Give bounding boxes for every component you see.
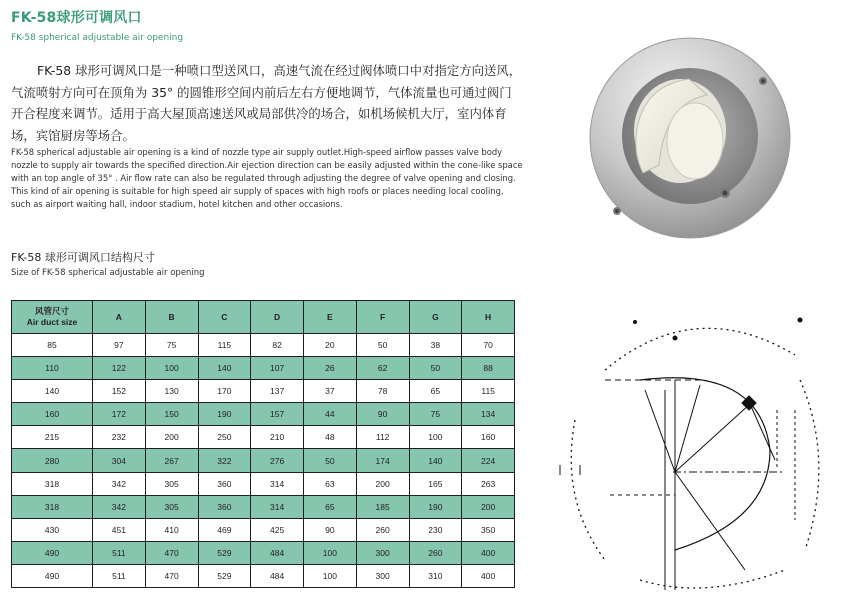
dimension-cell: 267 bbox=[145, 449, 198, 472]
dimension-cell: 70 bbox=[462, 334, 515, 357]
dimension-cell: 174 bbox=[356, 449, 409, 472]
dimension-cell: 451 bbox=[93, 518, 146, 541]
dimension-cell: 400 bbox=[462, 541, 515, 564]
duct-size-cell: 318 bbox=[12, 472, 93, 495]
dimension-cell: 100 bbox=[304, 564, 357, 587]
dimension-cell: 112 bbox=[356, 426, 409, 449]
dimension-cell: 310 bbox=[409, 564, 462, 587]
dimension-cell: 172 bbox=[93, 403, 146, 426]
dimension-cell: 38 bbox=[409, 334, 462, 357]
dimension-cell: 130 bbox=[145, 380, 198, 403]
table-title: FK-58 球形可调风口结构尺寸 bbox=[11, 251, 155, 264]
duct-size-cell: 140 bbox=[12, 380, 93, 403]
dimension-cell: 260 bbox=[356, 518, 409, 541]
dimension-cell: 37 bbox=[304, 380, 357, 403]
page-title: FK-58球形可调风口 bbox=[11, 10, 142, 26]
dimension-cell: 190 bbox=[198, 403, 251, 426]
dimension-cell: 88 bbox=[462, 357, 515, 380]
dimension-cell: 210 bbox=[251, 426, 304, 449]
duct-size-cell: 85 bbox=[12, 334, 93, 357]
table-row bbox=[12, 334, 515, 357]
duct-size-cell: 160 bbox=[12, 403, 93, 426]
dimension-cell: 529 bbox=[198, 564, 251, 587]
dimension-cell: 165 bbox=[409, 472, 462, 495]
dimension-cell: 300 bbox=[356, 564, 409, 587]
dimension-cell: 75 bbox=[145, 334, 198, 357]
dimension-cell: 134 bbox=[462, 403, 515, 426]
duct-size-cell: 490 bbox=[12, 541, 93, 564]
table-header-row bbox=[12, 301, 515, 334]
dimension-cell: 115 bbox=[198, 334, 251, 357]
dimension-cell: 470 bbox=[145, 564, 198, 587]
header-col: F bbox=[356, 301, 409, 334]
dimension-cell: 48 bbox=[304, 426, 357, 449]
dimension-cell: 511 bbox=[93, 541, 146, 564]
dimension-cell: 20 bbox=[304, 334, 357, 357]
dimension-cell: 78 bbox=[356, 380, 409, 403]
table-row bbox=[12, 495, 515, 518]
dimension-cell: 342 bbox=[93, 472, 146, 495]
dimension-cell: 50 bbox=[304, 449, 357, 472]
duct-size-cell: 110 bbox=[12, 357, 93, 380]
dimension-cell: 157 bbox=[251, 403, 304, 426]
duct-size-cell: 430 bbox=[12, 518, 93, 541]
dimension-cell: 360 bbox=[198, 495, 251, 518]
dimension-cell: 75 bbox=[409, 403, 462, 426]
dimension-cell: 304 bbox=[93, 449, 146, 472]
dimension-cell: 190 bbox=[409, 495, 462, 518]
header-col: C bbox=[198, 301, 251, 334]
header-col: B bbox=[145, 301, 198, 334]
duct-size-cell: 490 bbox=[12, 564, 93, 587]
table-row bbox=[12, 403, 515, 426]
header-col: H bbox=[462, 301, 515, 334]
dimension-cell: 529 bbox=[198, 541, 251, 564]
dimension-cell: 107 bbox=[251, 357, 304, 380]
dimension-cell: 140 bbox=[409, 449, 462, 472]
dimension-cell: 276 bbox=[251, 449, 304, 472]
dimension-cell: 470 bbox=[145, 541, 198, 564]
dimension-cell: 224 bbox=[462, 449, 515, 472]
table-row bbox=[12, 357, 515, 380]
table-subtitle: Size of FK-58 spherical adjustable air opening bbox=[11, 268, 205, 278]
dimension-cell: 140 bbox=[198, 357, 251, 380]
table-row bbox=[12, 564, 515, 587]
dimension-cell: 305 bbox=[145, 495, 198, 518]
header-air-duct-size-en: Air duct size bbox=[26, 317, 78, 327]
dimension-cell: 100 bbox=[409, 426, 462, 449]
dimension-cell: 425 bbox=[251, 518, 304, 541]
dimension-cell: 115 bbox=[462, 380, 515, 403]
dimension-cell: 65 bbox=[304, 495, 357, 518]
dimension-cell: 469 bbox=[198, 518, 251, 541]
header-col: E bbox=[304, 301, 357, 334]
dimension-cell: 305 bbox=[145, 472, 198, 495]
dimension-table bbox=[11, 300, 515, 588]
dimension-cell: 511 bbox=[93, 564, 146, 587]
dimension-cell: 50 bbox=[409, 357, 462, 380]
dimension-cell: 122 bbox=[93, 357, 146, 380]
table-row bbox=[12, 472, 515, 495]
dimension-cell: 314 bbox=[251, 495, 304, 518]
dimension-cell: 62 bbox=[356, 357, 409, 380]
dimension-cell: 314 bbox=[251, 472, 304, 495]
dimension-cell: 90 bbox=[304, 518, 357, 541]
technical-drawing bbox=[545, 300, 845, 596]
dimension-cell: 200 bbox=[145, 426, 198, 449]
header-air-duct-size-cn: 风管尺寸 bbox=[34, 306, 69, 316]
dimension-cell: 484 bbox=[251, 541, 304, 564]
dimension-cell: 160 bbox=[462, 426, 515, 449]
dimension-cell: 360 bbox=[198, 472, 251, 495]
duct-size-cell: 215 bbox=[12, 426, 93, 449]
header-col: G bbox=[409, 301, 462, 334]
dimension-cell: 170 bbox=[198, 380, 251, 403]
dimension-cell: 250 bbox=[198, 426, 251, 449]
dimension-cell: 230 bbox=[409, 518, 462, 541]
table-row bbox=[12, 541, 515, 564]
table-row bbox=[12, 449, 515, 472]
english-description: FK-58 spherical adjustable air opening is a kind of nozzle type air supply outlet.High-speed airflow passes valve body nozzle to supply air towards the specified direction.Air ejection direction can be easily adjusted within the cone-like space with an top angle of 35° . Air flow rate can also be regulated through adjusting the degree of valve opening and closing. This kind of air opening is suitable for high speed air supply of spaces with high roofs or places needing local cooling, such as airport waiting hall, indoor stadium, hotel kitchen and other occasions. bbox=[11, 147, 523, 209]
dimension-cell: 400 bbox=[462, 564, 515, 587]
dimension-cell: 410 bbox=[145, 518, 198, 541]
dimension-cell: 97 bbox=[93, 334, 146, 357]
dimension-cell: 200 bbox=[462, 495, 515, 518]
table-row bbox=[12, 426, 515, 449]
dimension-cell: 82 bbox=[251, 334, 304, 357]
header-col: A bbox=[93, 301, 146, 334]
dimension-cell: 260 bbox=[409, 541, 462, 564]
chinese-description: FK-58 球形可调风口是一种喷口型送风口，高速气流在经过阀体喷口中对指定方向送风，气流喷射方向可在顶角为 35° 的圆锥形空间内前后左右方便地调节，气体流量也可通过阀门开合程度来调节。适用于高大屋顶高速送风或局部供冷的场合，如机场候机大厅，室内体育场，宾馆厨房等场合。 bbox=[11, 63, 522, 143]
product-photo bbox=[585, 33, 795, 243]
duct-size-cell: 280 bbox=[12, 449, 93, 472]
dimension-cell: 44 bbox=[304, 403, 357, 426]
dimension-cell: 26 bbox=[304, 357, 357, 380]
table-row bbox=[12, 380, 515, 403]
dimension-cell: 342 bbox=[93, 495, 146, 518]
table-body bbox=[12, 334, 515, 588]
dimension-cell: 100 bbox=[145, 357, 198, 380]
dimension-cell: 263 bbox=[462, 472, 515, 495]
dimension-cell: 137 bbox=[251, 380, 304, 403]
dimension-cell: 152 bbox=[93, 380, 146, 403]
dimension-cell: 322 bbox=[198, 449, 251, 472]
duct-size-cell: 318 bbox=[12, 495, 93, 518]
table-row bbox=[12, 518, 515, 541]
dimension-cell: 50 bbox=[356, 334, 409, 357]
dimension-cell: 200 bbox=[356, 472, 409, 495]
page-subtitle: FK-58 spherical adjustable air opening bbox=[11, 33, 184, 43]
dimension-cell: 232 bbox=[93, 426, 146, 449]
dimension-cell: 100 bbox=[304, 541, 357, 564]
dimension-cell: 484 bbox=[251, 564, 304, 587]
header-col: D bbox=[251, 301, 304, 334]
dimension-cell: 63 bbox=[304, 472, 357, 495]
dimension-cell: 185 bbox=[356, 495, 409, 518]
dimension-cell: 90 bbox=[356, 403, 409, 426]
dimension-cell: 300 bbox=[356, 541, 409, 564]
dimension-cell: 65 bbox=[409, 380, 462, 403]
dimension-cell: 350 bbox=[462, 518, 515, 541]
header-air-duct-size bbox=[12, 301, 93, 334]
dimension-cell: 150 bbox=[145, 403, 198, 426]
